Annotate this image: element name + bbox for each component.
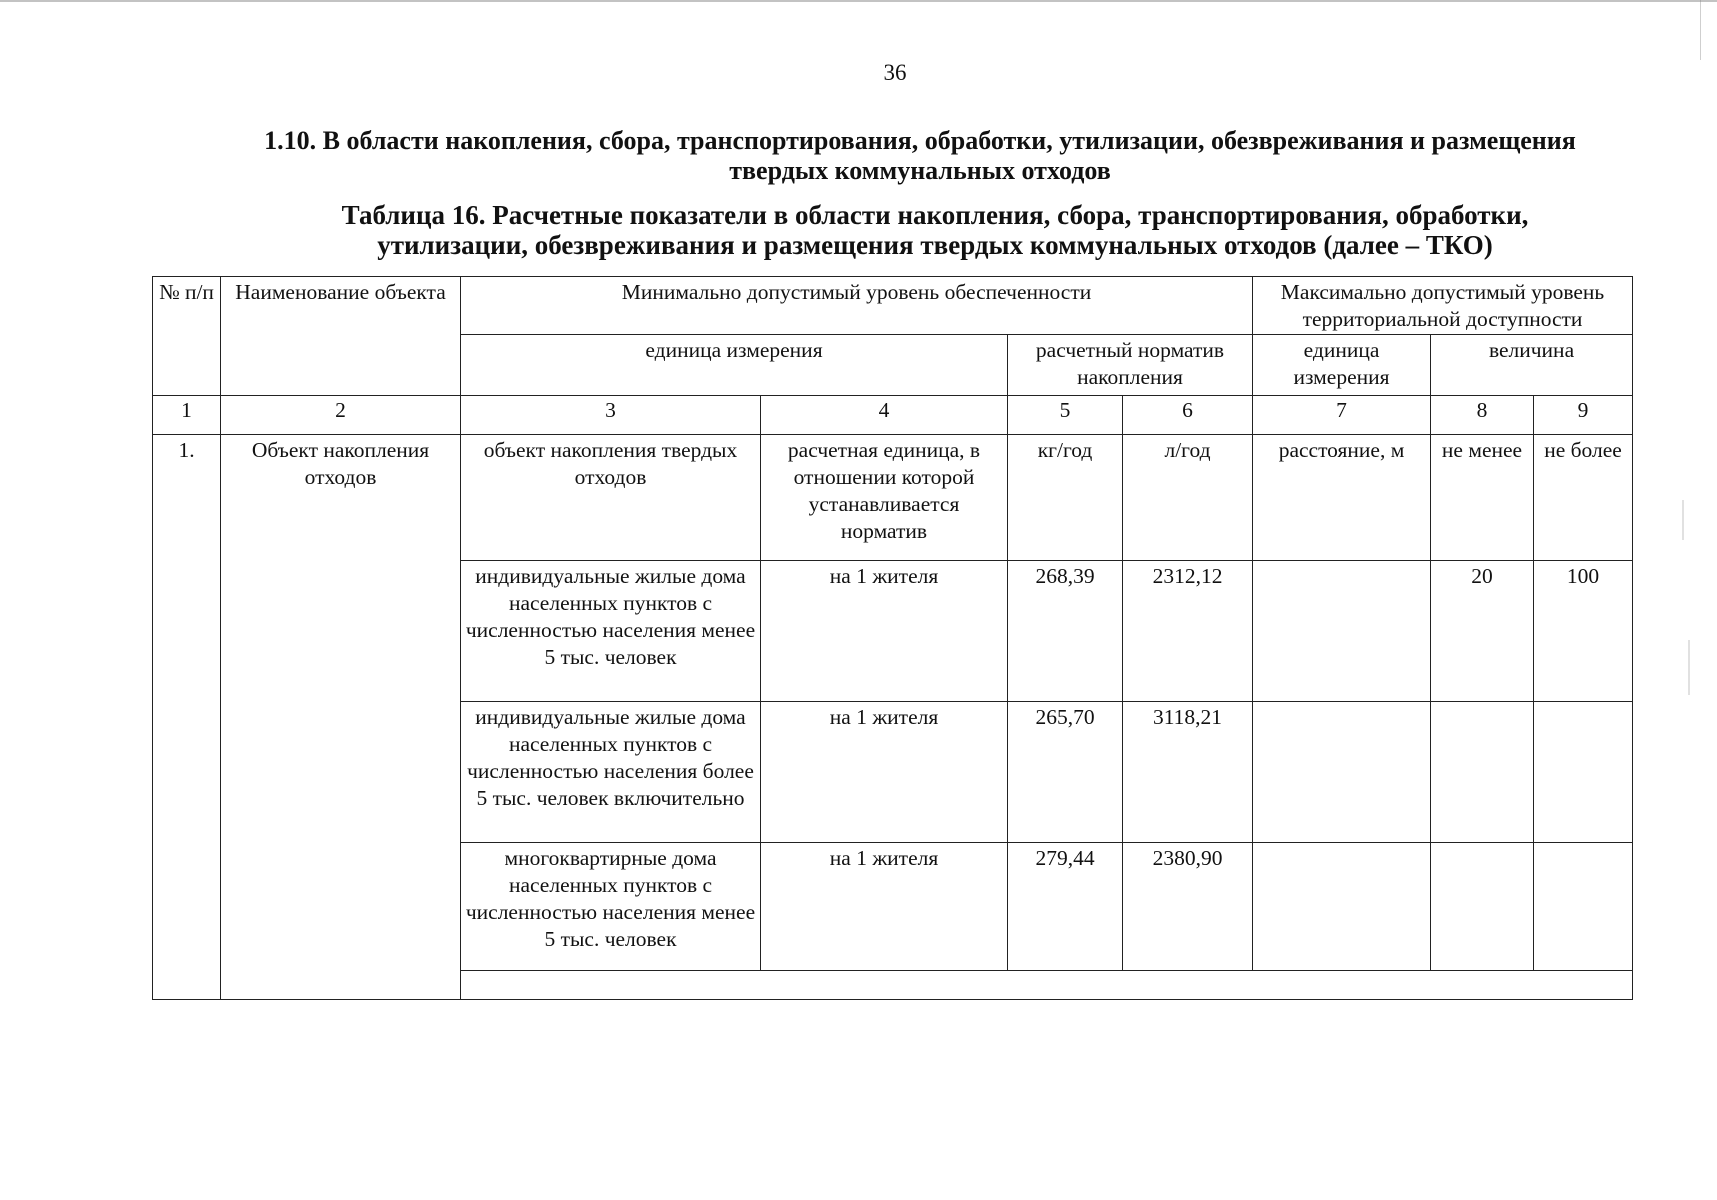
object-num-cell: 1.	[153, 435, 221, 1000]
table-row	[153, 435, 1633, 561]
object-type-cell: объект накопления твердых отходов	[461, 435, 761, 561]
scan-artifact	[1688, 640, 1690, 695]
norms-table	[152, 276, 1633, 1000]
scan-artifact	[1682, 500, 1684, 540]
l-cell: 2380,90	[1123, 843, 1253, 971]
column-number: 2	[221, 396, 461, 435]
min-value-cell: не менее	[1431, 435, 1534, 561]
column-number: 5	[1008, 396, 1123, 435]
empty-cell	[461, 971, 1633, 1000]
header-norm: расчетный норматив накопления	[1008, 335, 1253, 396]
kg-cell: 268,39	[1008, 561, 1123, 702]
distance-unit-cell	[1253, 561, 1431, 702]
calc-unit-cell: на 1 жителя	[761, 702, 1008, 843]
header-row-1	[153, 277, 1633, 335]
column-number: 9	[1534, 396, 1633, 435]
calc-unit-cell: расчетная единица, в отношении которой устанавливается норматив	[761, 435, 1008, 561]
scan-artifact	[0, 0, 1717, 2]
l-cell: 3118,21	[1123, 702, 1253, 843]
max-value-cell: 100	[1534, 561, 1633, 702]
header-unit: единица измерения	[461, 335, 1008, 396]
column-number: 1	[153, 396, 221, 435]
min-value-cell: 20	[1431, 561, 1534, 702]
max-value-cell	[1534, 702, 1633, 843]
column-number-row	[153, 396, 1633, 435]
column-number: 6	[1123, 396, 1253, 435]
column-number: 4	[761, 396, 1008, 435]
max-value-cell	[1534, 843, 1633, 971]
object-type-cell: индивидуальные жилые дома населенных пунктов с численностью населения более 5 тыс. человек включительно	[461, 702, 761, 843]
l-cell: 2312,12	[1123, 561, 1253, 702]
column-number: 7	[1253, 396, 1431, 435]
max-value-cell: не более	[1534, 435, 1633, 561]
object-name-cell: Объект накопления отходов	[221, 435, 461, 1000]
page-number: 36	[883, 60, 907, 85]
header-min-level: Минимально допустимый уровень обеспеченности	[461, 277, 1253, 335]
distance-unit-cell	[1253, 702, 1431, 843]
object-type-cell: индивидуальные жилые дома населенных пунктов с численностью населения менее 5 тыс. человек	[461, 561, 761, 702]
calc-unit-cell: на 1 жителя	[761, 843, 1008, 971]
min-value-cell	[1431, 843, 1534, 971]
scan-artifact	[1700, 0, 1701, 60]
header-max-level: Максимально допустимый уровень территориальной доступности	[1253, 277, 1633, 335]
kg-cell: 265,70	[1008, 702, 1123, 843]
distance-unit-cell	[1253, 843, 1431, 971]
kg-cell: кг/год	[1008, 435, 1123, 561]
l-cell: л/год	[1123, 435, 1253, 561]
min-value-cell	[1431, 702, 1534, 843]
distance-unit-cell: расстояние, м	[1253, 435, 1431, 561]
calc-unit-cell: на 1 жителя	[761, 561, 1008, 702]
header-value: величина	[1431, 335, 1633, 396]
table-caption: Таблица 16. Расчетные показатели в области накопления, сбора, транспортирования, обработки, утилизации, обезвреживания и размещения твердых коммунальных отходов (далее – ТКО)	[341, 200, 1529, 260]
section-heading: 1.10. В области накопления, сбора, транспортирования, обработки, утилизации, обезвреживания и размещения твердых коммунальных отходов	[264, 126, 1576, 185]
column-number: 8	[1431, 396, 1534, 435]
header-num: № п/п	[153, 277, 221, 396]
column-number: 3	[461, 396, 761, 435]
header-unit-max: единица измерения	[1253, 335, 1431, 396]
header-name: Наименование объекта	[221, 277, 461, 396]
kg-cell: 279,44	[1008, 843, 1123, 971]
object-type-cell: многоквартирные дома населенных пунктов с численностью населения менее 5 тыс. человек	[461, 843, 761, 971]
